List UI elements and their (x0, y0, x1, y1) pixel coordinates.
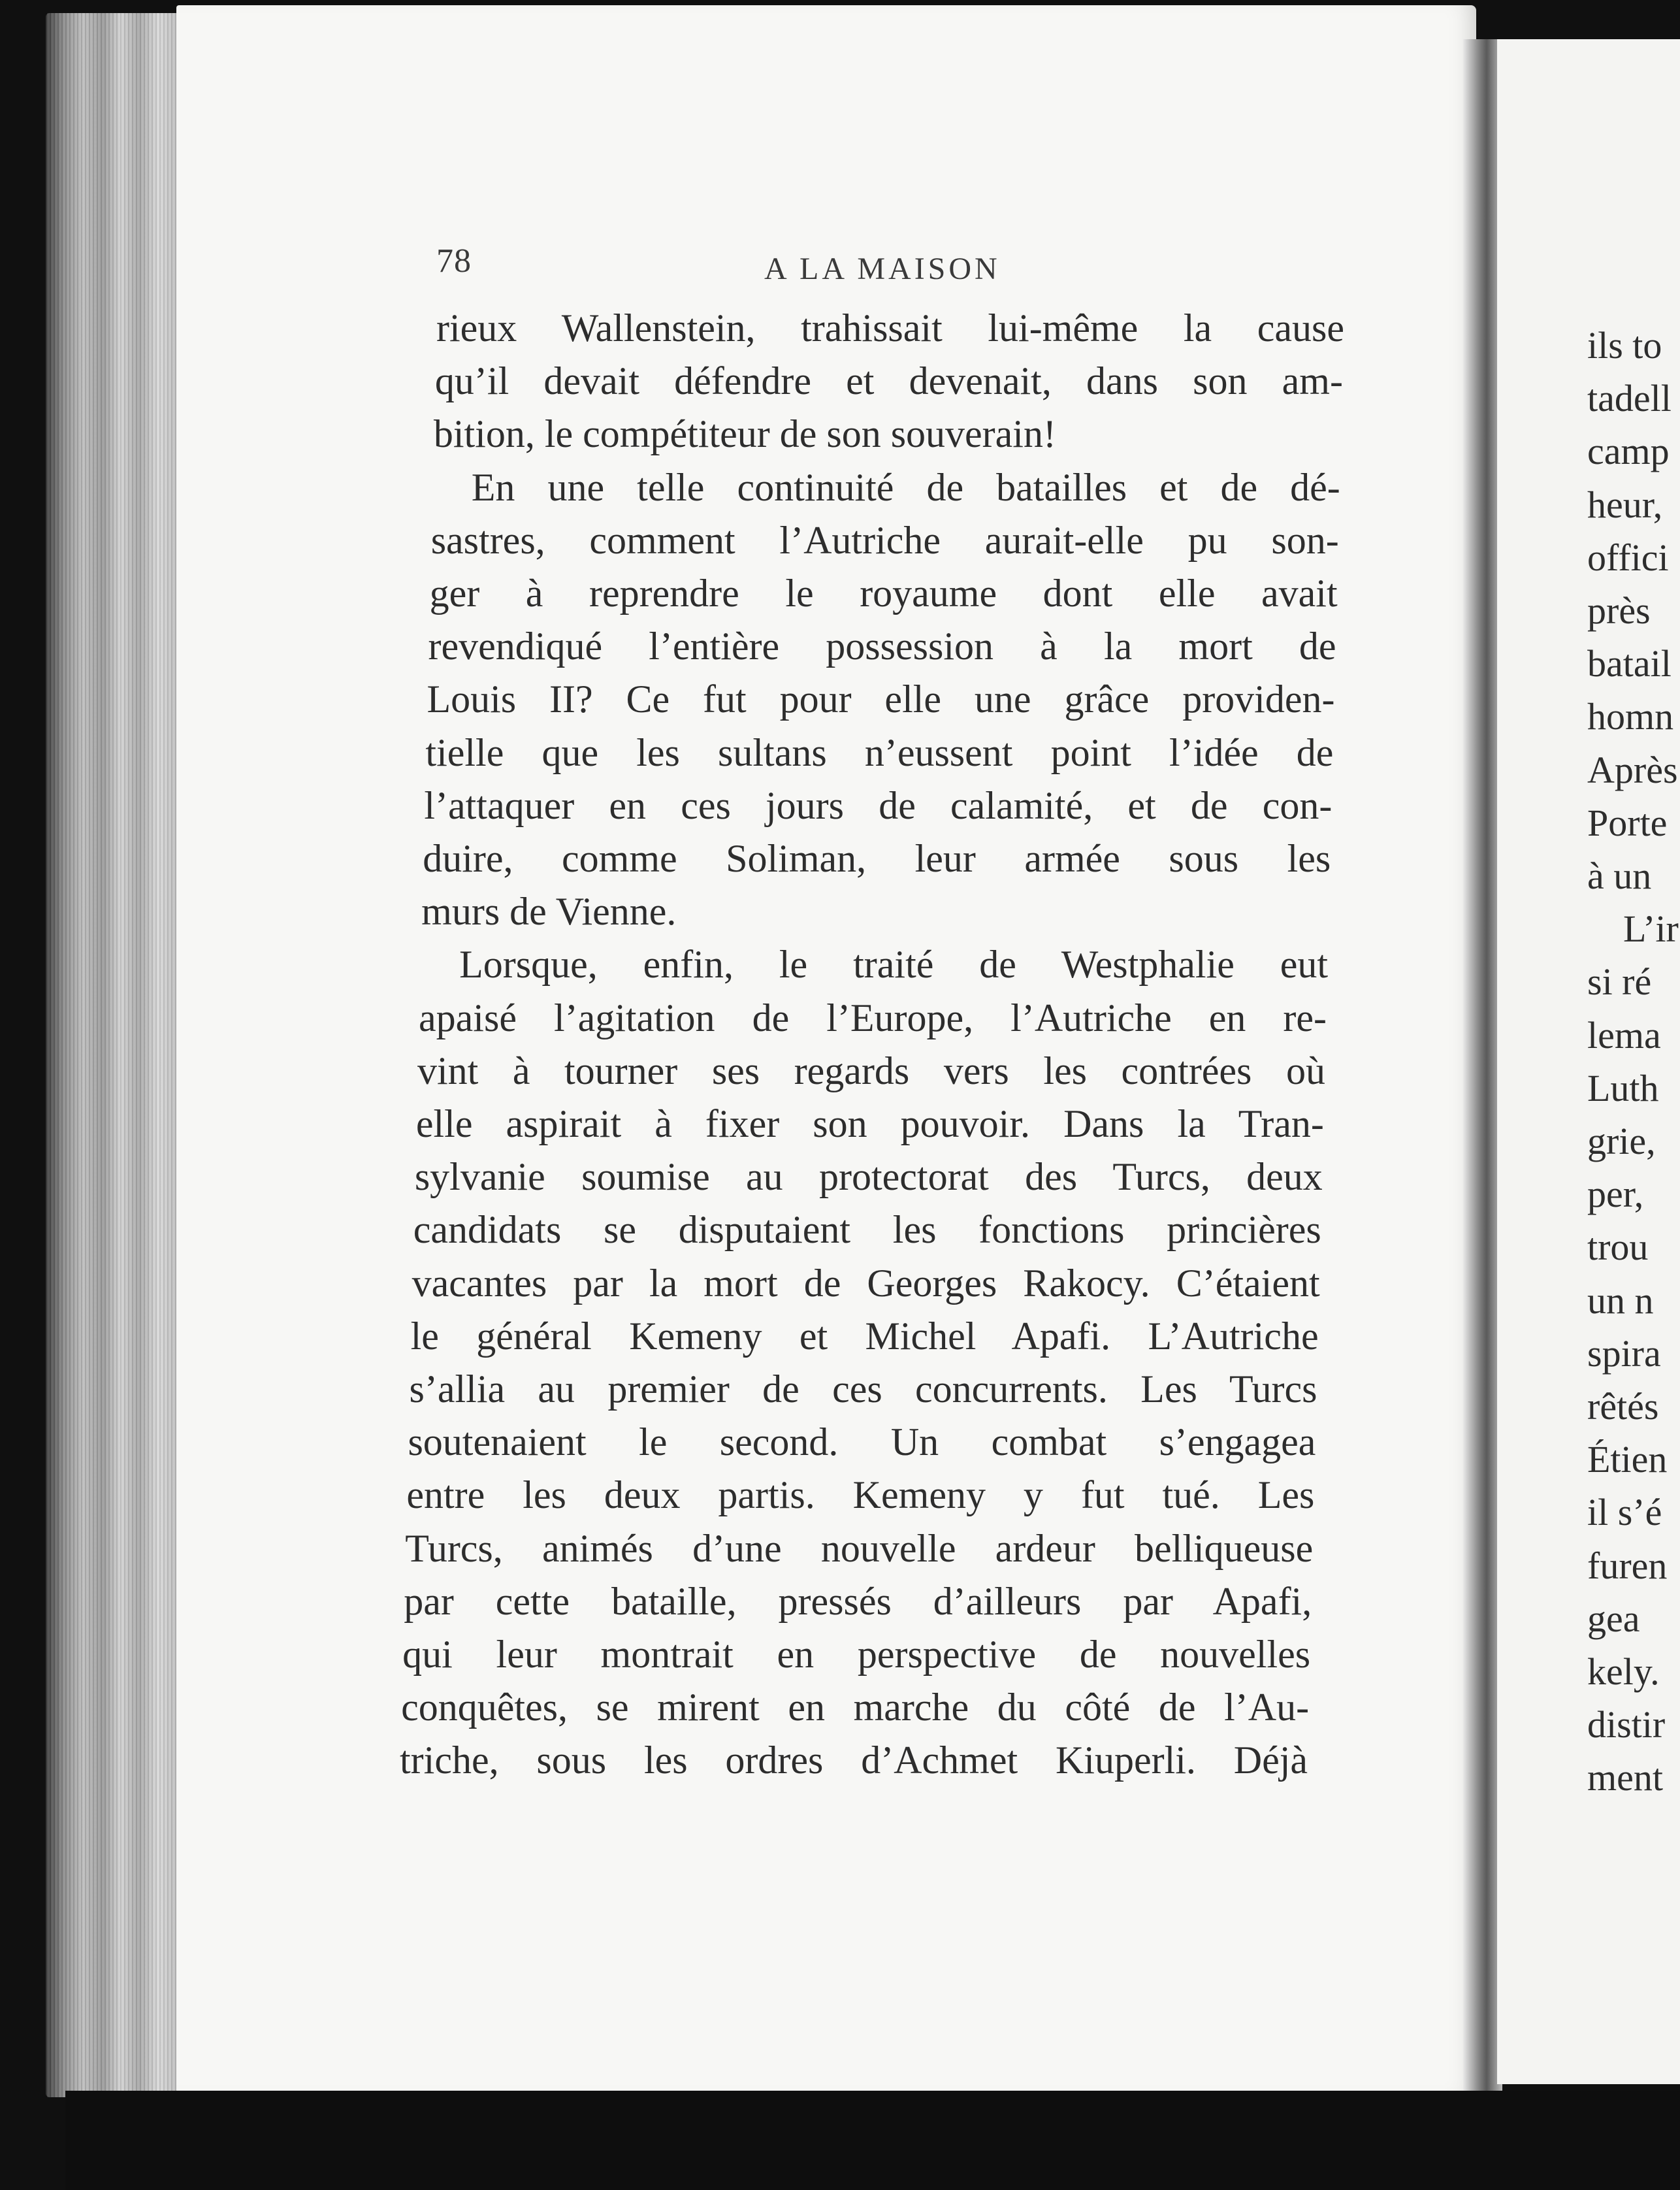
text-line: Louis II? Ce fut pour elle une grâce providen- (427, 678, 1335, 721)
text-line: Lorsque, enfin, le traité de Westphalie eut (459, 943, 1329, 987)
text-line: rieux Wallenstein, trahissait lui-même la cause (436, 306, 1344, 350)
right-page-line-fragment: offici (1587, 536, 1669, 579)
running-head: A LA MAISON (764, 252, 1001, 286)
text-line: triche, sous les ordres d’Achmet Kiuperli. Déjà (400, 1739, 1308, 1782)
right-page-line-fragment: furen (1587, 1544, 1668, 1587)
right-page-line-fragment: spira (1587, 1332, 1661, 1375)
right-page-line-fragment: kely. (1587, 1650, 1660, 1693)
right-page-line-fragment: Luth (1587, 1066, 1659, 1109)
right-page-line-fragment: rêtés (1587, 1385, 1659, 1428)
text-line: vint à tourner ses regards vers les contrées où (417, 1049, 1325, 1092)
text-line: apaisé l’agitation de l’Europe, l’Autriche en re- (419, 996, 1327, 1039)
text-line: Turcs, animés d’une nouvelle ardeur belliqueuse (405, 1526, 1314, 1570)
text-line: elle aspirait à fixer son pouvoir. Dans la Tran- (415, 1102, 1324, 1145)
right-page-line-fragment: per, (1587, 1173, 1644, 1216)
right-page-line-fragment: heur, (1587, 483, 1663, 526)
right-page-line-fragment: il s’é (1587, 1491, 1662, 1534)
right-page-line-fragment: lema (1587, 1013, 1661, 1056)
text-line: soutenaient le second. Un combat s’engagea (408, 1420, 1316, 1464)
right-page-line-fragment: ment (1587, 1756, 1663, 1799)
text-line: candidats se disputaient les fonctions princières (413, 1208, 1321, 1252)
right-page-line-fragment: si ré (1587, 960, 1652, 1004)
text-line: duire, comme Soliman, leur armée sous les (423, 837, 1331, 880)
text-line: bition, le compétiteur de son souverain! (433, 412, 1056, 456)
right-page-line-fragment: tadell (1587, 377, 1672, 420)
text-line: sastres, comment l’Autriche aurait-elle pu son- (430, 518, 1339, 562)
right-page-line-fragment: homn (1587, 695, 1674, 738)
text-line: l’attaquer en ces jours de calamité, et de con- (424, 783, 1333, 827)
right-page-line-fragment: à un (1587, 855, 1652, 897)
right-page-line-fragment: Étien (1587, 1438, 1668, 1481)
text-line: tielle que les sultans n’eussent point l’idée de (425, 730, 1334, 774)
page-number: 78 (436, 242, 472, 280)
text-line: vacantes par la mort de Georges Rakocy. C’étaient (412, 1261, 1320, 1305)
right-page-line-fragment: un n (1587, 1279, 1654, 1322)
text-line: revendiqué l’entière possession à la mort de (428, 625, 1336, 668)
right-page-line-fragment: gea (1587, 1597, 1640, 1640)
right-page-line-fragment: ils to (1587, 324, 1662, 367)
right-page-line-fragment: L’ir (1623, 907, 1679, 951)
right-page-line-fragment: camp (1587, 430, 1670, 473)
text-line: qui leur montrait en perspective de nouvelles (402, 1633, 1311, 1676)
text-line: ger à reprendre le royaume dont elle avait (429, 572, 1338, 615)
text-line: En une telle continuité de batailles et de dé- (471, 465, 1340, 509)
right-page-line-fragment: distir (1587, 1703, 1666, 1746)
right-page-line-fragment: Après (1587, 748, 1678, 791)
book-page-edges (46, 13, 196, 2097)
right-page-line-fragment: grie, (1587, 1120, 1656, 1162)
text-line: conquêtes, se mirent en marche du côté de l’Au- (401, 1686, 1310, 1729)
scan-bottom-edge (65, 2091, 1680, 2190)
text-line: murs de Vienne. (421, 890, 677, 934)
right-page-line-fragment: près (1587, 589, 1651, 632)
text-line: s’allia au premier de ces concurrents. Les Turcs (409, 1367, 1317, 1411)
text-line: par cette bataille, pressés d’ailleurs par Apafi, (404, 1579, 1312, 1623)
text-line: le général Kemeny et Michel Apafi. L’Autriche (410, 1314, 1319, 1358)
book-gutter (1463, 39, 1502, 2091)
text-line: qu’il devait défendre et devenait, dans son am- (434, 359, 1343, 403)
text-line: entre les deux partis. Kemeny y fut tué. Les (406, 1473, 1315, 1517)
text-line: sylvanie soumise au protectorat des Turcs, deux (414, 1155, 1323, 1199)
right-page-line-fragment: batail (1587, 642, 1672, 685)
right-page-line-fragment: Porte (1587, 801, 1668, 844)
right-page-line-fragment: trou (1587, 1226, 1649, 1269)
